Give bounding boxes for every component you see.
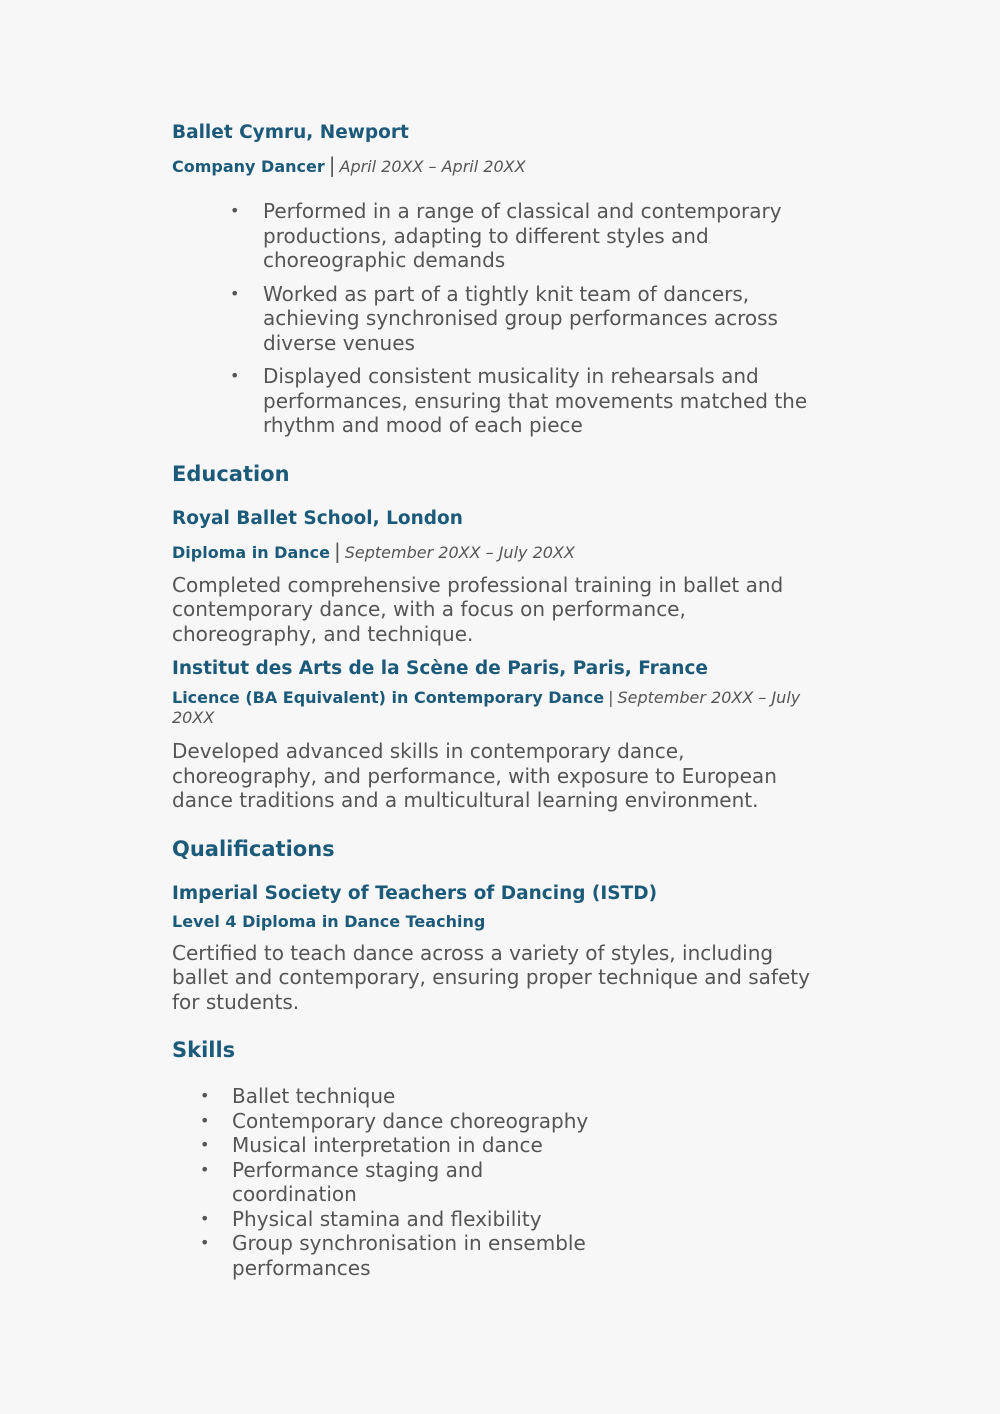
- bullet-dot-icon: •: [200, 1110, 210, 1130]
- experience-role-line: [172, 155, 822, 177]
- skill-text: Contemporary dance choreography: [232, 1108, 589, 1133]
- experience-entry: [172, 120, 822, 438]
- experience-separator: |: [328, 153, 336, 177]
- qualification-role: Level 4 Diploma in Dance Teaching: [172, 911, 486, 931]
- education-role: Diploma in Dance: [172, 542, 330, 562]
- qualification-description: Certified to teach dance across a variety of styles, including ballet and contemporary, ensuring proper technique and safety for students.: [172, 940, 810, 1014]
- skills-section: [172, 1036, 822, 1280]
- education-role: Licence (BA Equivalent) in Contemporary Dance: [172, 688, 605, 707]
- education-role-line: [172, 538, 822, 563]
- list-item: [172, 1207, 592, 1232]
- bullet-dot-icon: •: [200, 1135, 210, 1154]
- list-item-text: Displayed consistent musicality in rehearsals and performances, ensuring that movements matched the rhythm and mood of each piece: [263, 364, 808, 437]
- education-description: Developed advanced skills in contemporary dance, choreography, and performance, with exposure to European dance traditions and a multicultural learning environment.: [172, 739, 777, 812]
- education-dates: September 20XX – July 20XX: [344, 542, 575, 562]
- skill-text: Group synchronisation in ensemble performances: [232, 1231, 586, 1280]
- skill-text: Ballet technique: [232, 1084, 396, 1108]
- education-entry: [172, 656, 822, 813]
- skill-text: Musical interpretation in dance: [232, 1133, 543, 1157]
- education-title: Education: [172, 461, 290, 486]
- resume-page: [172, 120, 822, 1280]
- list-item: [172, 1109, 592, 1134]
- bullet-dot-icon: •: [230, 283, 240, 303]
- list-item: [172, 1231, 592, 1280]
- education-org: Institut des Arts de la Scène de Paris, Paris, France: [172, 658, 708, 679]
- education-dates: September 20XX – July 20XX: [172, 688, 801, 727]
- experience-bullets: [172, 199, 822, 438]
- education-org: Royal Ballet School, London: [172, 507, 463, 529]
- bullet-dot-icon: •: [200, 1233, 210, 1252]
- experience-org: Ballet Cymru, Newport: [172, 122, 409, 143]
- list-item: [172, 364, 822, 438]
- bullet-dot-icon: •: [200, 1086, 210, 1105]
- experience-dates: April 20XX – April 20XX: [339, 157, 526, 176]
- education-entry: [172, 506, 822, 647]
- education-separator: |: [333, 538, 341, 563]
- list-item: [172, 1084, 592, 1109]
- education-separator: |: [608, 688, 614, 707]
- bullet-dot-icon: •: [230, 201, 240, 220]
- list-item: [172, 282, 822, 356]
- education-section: [172, 460, 822, 813]
- list-item: [172, 199, 822, 273]
- bullet-dot-icon: •: [230, 366, 240, 385]
- experience-role: Company Dancer: [172, 157, 325, 176]
- education-role-line: [172, 688, 822, 728]
- skills-list: [172, 1084, 592, 1280]
- bullet-dot-icon: •: [200, 1159, 210, 1179]
- list-item-text: Performed in a range of classical and contemporary productions, adapting to different styles and choreographic demands: [263, 199, 782, 272]
- list-item-text: Worked as part of a tightly knit team of dancers, achieving synchronised group performances across diverse venues: [263, 281, 778, 355]
- skill-text: Performance staging and coordination: [232, 1157, 484, 1206]
- list-item: [172, 1133, 592, 1158]
- skills-title: Skills: [172, 1038, 236, 1062]
- list-item: [172, 1158, 592, 1207]
- skill-text: Physical stamina and flexibility: [232, 1206, 542, 1231]
- education-description: Completed comprehensive professional training in ballet and contemporary dance, with a focus on performance, choreography, and technique.: [172, 572, 784, 646]
- bullet-dot-icon: •: [200, 1208, 210, 1228]
- qualifications-section: [172, 835, 822, 1015]
- qualification-org: Imperial Society of Teachers of Dancing (ISTD): [172, 882, 658, 904]
- qualifications-title: Qualifications: [172, 836, 335, 861]
